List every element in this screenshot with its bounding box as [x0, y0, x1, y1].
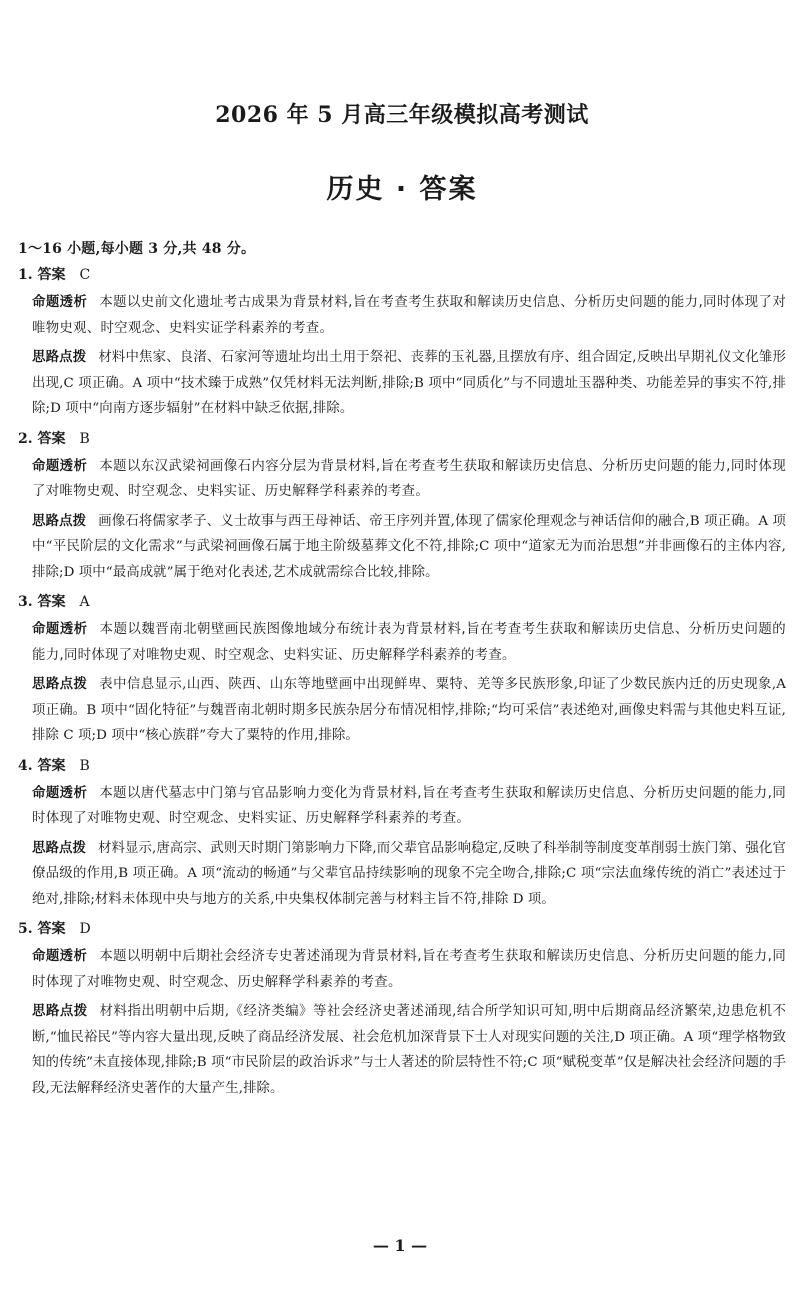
question-answer-header [18, 428, 786, 450]
question-block [18, 428, 786, 586]
question-block [18, 591, 786, 749]
answer-letter: B [79, 430, 90, 447]
subject-title: 历史 · 答案 [326, 174, 478, 205]
question-number-label: 1. 答案 [18, 267, 66, 283]
analysis-text: 本题以明朝中后期社会经济专史著述涌现为背景材料,旨在考查考生获取和解读历史信息、分析历史问题的能力,同时体现了对唯物史观、时空观念、历史解释学科素养的考查。 [32, 949, 787, 990]
analysis-text: 本题以唐代墓志中门第与官品影响力变化为背景材料,旨在考查考生获取和解读历史信息、分析历史问题的能力,同时体现了对唯物史观、时空观念、史料实证、历史解释学科素养的考查。 [32, 785, 787, 826]
hint-text: 画像石将儒家孝子、义士故事与西王母神话、帝王序列并置,体现了儒家伦理观念与神话信仰的融合,B 项正确。A 项中“平民阶层的文化需求”与武梁祠画像石属于地主阶级墓葬文化不符,排除;C 项中“道家无为而治思想”并非画像石的主体内容,排除;D 项中“最高成就”属于绝对化表述,艺术成就需综合比较,排除。 [32, 513, 786, 580]
hint-label: 思路点拨 [32, 350, 87, 365]
hint-text: 材料指出明朝中后期,《经济类编》等社会经济史著述涌现,结合所学知识可知,明中后期商品经济繁荣,边患危机不断,“恤民裕民”等内容大量出现,反映了商品经济发展、社会危机加深背景下士人对现实问题的关注,D 项正确。A 项“理学格物致知的传统”未直接体现,排除;B 项“市民阶层的政治诉求”与士人著述的阶层特性不符;C 项“赋税变革”仅是解决社会经济问题的手段,无法解释经济史著作的大量产生,排除。 [32, 1004, 786, 1096]
analysis-paragraph [18, 454, 786, 505]
hint-text: 材料显示,唐高宗、武则天时期门第影响力下降,而父辈官品影响稳定,反映了科举制等制度变革削弱士族门第、强化官僚品级的作用,B 项正确。A 项“流动的畅通”与父辈官品持续影响的现象不完全吻合,排除;C 项“宗法血缘传统的消亡”表述过于绝对,排除;材料未体现中央与地方的关系,中央集权体制完善与材料主旨不符,排除 D 项。 [32, 840, 786, 907]
hint-label: 思路点拨 [32, 513, 87, 529]
hint-text: 表中信息显示,山西、陕西、山东等地壁画中出现鲜卑、粟特、羌等多民族形象,印证了少数民族内迁的历史现象,A 项正确。B 项中“固化特征”与魏晋南北朝时期多民族杂居分布情况相悖,排除;“均可采信”表述绝对,画像史料需与其他史料互证,排除 C 项;D 项中“核心族群”夸大了粟特的作用,排除。 [32, 677, 787, 743]
hint-paragraph [18, 836, 786, 913]
page-number: — 1 — [372, 1236, 428, 1255]
question-number-label: 3. 答案 [18, 594, 66, 610]
hint-paragraph [18, 345, 786, 422]
question-block [18, 755, 786, 913]
question-number-label: 4. 答案 [18, 757, 66, 774]
question-list [18, 264, 786, 1101]
answer-letter: B [79, 757, 90, 774]
question-number-label: 2. 答案 [18, 430, 66, 447]
analysis-text: 本题以魏晋南北朝壁画民族图像地域分布统计表为背景材料,旨在考查考生获取和解读历史信息、分析历史问题的能力,同时体现了对唯物史观、时空观念、史料实证、历史解释学科素养的考查。 [32, 622, 786, 663]
analysis-paragraph [18, 290, 786, 341]
question-block [18, 264, 786, 422]
hint-label: 思路点拨 [32, 677, 88, 692]
analysis-label: 命题透析 [32, 785, 88, 801]
question-answer-header [18, 755, 786, 777]
analysis-text: 本题以东汉武梁祠画像石内容分层为背景材料,旨在考查考生获取和解读历史信息、分析历史问题的能力,同时体现了对唯物史观、时空观念、史料实证、历史解释学科素养的考查。 [32, 458, 787, 499]
question-answer-header [18, 591, 786, 613]
hint-label: 思路点拨 [32, 1004, 88, 1019]
analysis-label: 命题透析 [32, 622, 88, 637]
section-instructions: 1～16 小题,每小题 3 分,共 48 分。 [18, 241, 256, 257]
analysis-label: 命题透析 [32, 458, 88, 474]
question-answer-header [18, 918, 786, 940]
question-block [18, 918, 786, 1101]
analysis-label: 命题透析 [32, 949, 88, 964]
analysis-text: 本题以史前文化遗址考古成果为背景材料,旨在考查考生获取和解读历史信息、分析历史问题的能力,同时体现了对唯物史观、时空观念、史料实证学科素养的考查。 [32, 295, 787, 336]
hint-paragraph [18, 999, 786, 1101]
hint-label: 思路点拨 [32, 840, 86, 856]
answer-letter: C [79, 267, 91, 283]
hint-paragraph [18, 672, 786, 749]
question-number-label: 5. 答案 [18, 921, 66, 937]
answer-letter: A [79, 594, 90, 610]
analysis-label: 命题透析 [32, 295, 88, 310]
hint-text: 材料中焦家、良渚、石家河等遗址均出土用于祭祀、丧葬的玉礼器,且摆放有序、组合固定,反映出早期礼仪文化雏形出现,C 项正确。A 项中“技术臻于成熟”仅凭材料无法判断,排除;B 项中“同质化”与不同遗址玉器种类、功能差异的事实不符,排除;D 项中“向南方逐步辐射”在材料中缺乏依据,排除。 [32, 350, 786, 416]
analysis-paragraph [18, 944, 786, 995]
answer-letter: D [79, 921, 91, 937]
analysis-paragraph [18, 617, 786, 668]
exam-title: 2026 年 5 月高三年级模拟高考测试 [215, 102, 589, 128]
analysis-paragraph [18, 781, 786, 832]
question-answer-header [18, 264, 786, 286]
hint-paragraph [18, 509, 786, 586]
